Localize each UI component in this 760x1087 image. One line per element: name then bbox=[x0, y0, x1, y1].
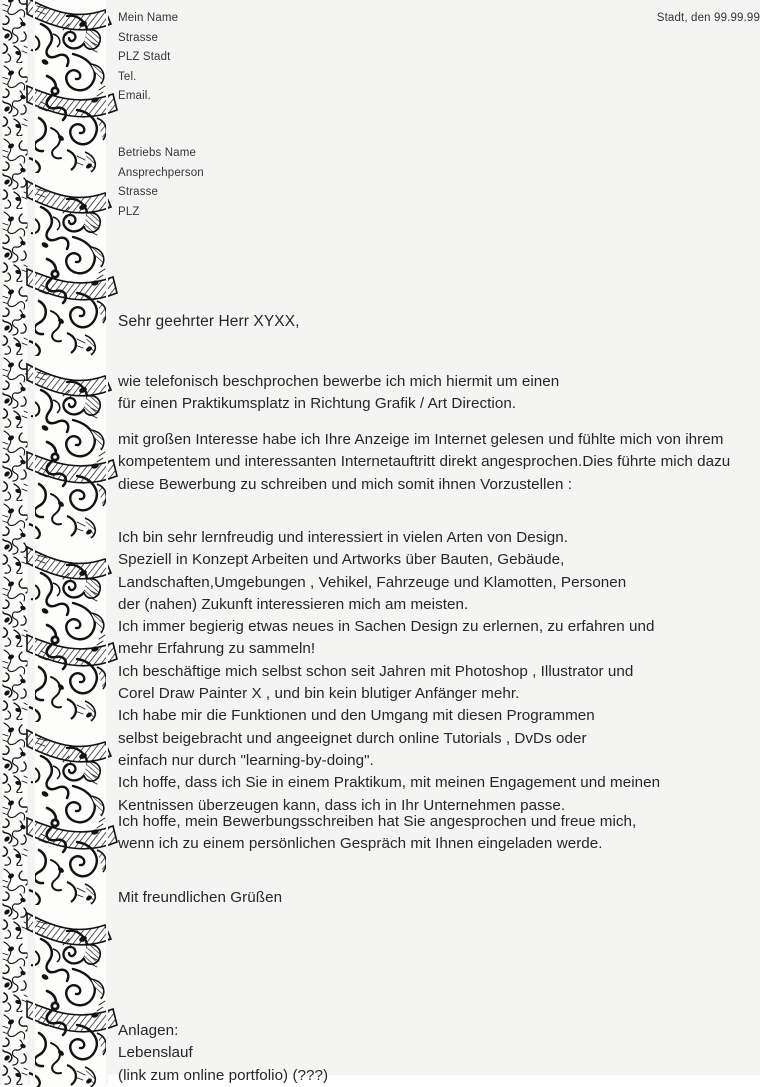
skills-line-13: Kentnissen überzeugen kann, dass ich in Ihr Unternehmen passe. bbox=[118, 796, 566, 814]
skills-line-10: selbst beigebracht und angeeignet durch online Tutorials , DvDs oder bbox=[118, 729, 587, 747]
sender-line-name: Mein Name bbox=[118, 12, 179, 24]
skills-line-8: Corel Draw Painter X , und bin kein blutiger Anfänger mehr. bbox=[118, 685, 520, 703]
ornament-main-panel bbox=[33, 0, 108, 1085]
salutation: Sehr geehrter Herr XYXX, bbox=[118, 313, 300, 330]
closing-line-1: Ich hoffe, mein Bewerbungsschreiben hat Sie angesprochen und freue mich, bbox=[118, 813, 637, 830]
motivation-line-1: mit großen Interesse habe ich Ihre Anzeige im Internet gelesen und fühlte mich von ihrem bbox=[118, 431, 724, 448]
recipient-line-company: Betriebs Name bbox=[118, 147, 197, 159]
sender-line-phone: Tel. bbox=[118, 70, 137, 83]
paragraph-skills bbox=[118, 527, 660, 817]
acanthus-outer-icon bbox=[0, 0, 30, 1085]
ornament-outer-strip bbox=[0, 0, 30, 1085]
motivation-line-2: kompetentem und interessanten Internetauftritt direkt angesprochen.Dies führte mich dazu bbox=[118, 453, 731, 471]
sender-address-block bbox=[118, 9, 178, 107]
skills-line-7: Ich beschäftige mich selbst schon seit Jahren mit Photoshop , Illustrator und bbox=[118, 662, 634, 680]
attachments-block bbox=[118, 1020, 328, 1087]
skills-line-11: einfach nur durch "learning-by-doing". bbox=[118, 751, 374, 769]
letter-content bbox=[118, 0, 760, 1084]
attachment-item-portfolio-link: (link zum online portfolio) (???) bbox=[118, 1066, 329, 1084]
intro-line-1: wie telefonisch beschprochen bewerbe ich mich hiermit um einen bbox=[118, 373, 560, 390]
regards-line: Mit freundlichen Grüßen bbox=[118, 889, 283, 906]
recipient-line-street: Strasse bbox=[118, 186, 159, 199]
acanthus-scroll-icon bbox=[33, 0, 108, 1085]
recipient-line-contact: Ansprechperson bbox=[118, 166, 204, 179]
closing-regards bbox=[118, 887, 282, 909]
paragraph-closing bbox=[118, 811, 636, 856]
skills-line-3: Landschaften,Umgebungen , Vehikel, Fahrzeuge und Klamotten, Personen bbox=[118, 573, 627, 591]
attachments-heading: Anlagen: bbox=[118, 1022, 179, 1039]
skills-line-12: Ich hoffe, dass ich Sie in einem Praktikum, mit meinen Engagement und meinen bbox=[118, 774, 661, 792]
recipient-line-zip: PLZ bbox=[118, 205, 140, 218]
paragraph-motivation bbox=[118, 429, 730, 496]
paragraph-intro bbox=[118, 371, 559, 416]
sender-line-email: Email. bbox=[118, 90, 151, 103]
closing-line-2: wenn ich zu einem persönlichen Gespräch mit Ihnen eingeladen werde. bbox=[118, 835, 603, 853]
intro-line-2: für einen Praktikumsplatz in Richtung Grafik / Art Direction. bbox=[118, 395, 517, 413]
sender-line-city: PLZ Stadt bbox=[118, 51, 171, 64]
attachment-item-cv: Lebenslauf bbox=[118, 1044, 193, 1062]
skills-line-9: Ich habe mir die Funktionen und den Umgang mit diesen Programmen bbox=[118, 707, 595, 725]
recipient-address-block bbox=[118, 144, 204, 222]
motivation-line-3: diese Bewerbung zu schreiben und mich somit ihnen Vorzustellen : bbox=[118, 475, 573, 493]
skills-line-2: Speziell in Konzept Arbeiten und Artworks über Bauten, Gebäude, bbox=[118, 551, 565, 569]
sender-line-street: Strasse bbox=[118, 31, 159, 44]
skills-line-6: mehr Erfahrung zu sammeln! bbox=[118, 640, 316, 658]
skills-line-5: Ich immer begierig etwas neues in Sachen Design zu erlernen, zu erfahren und bbox=[118, 618, 655, 636]
skills-line-1: Ich bin sehr lernfreudig und interessiert in vielen Arten von Design. bbox=[118, 529, 569, 546]
skills-line-4: der (nahen) Zukunft interessieren mich am meisten. bbox=[118, 595, 469, 613]
date-line: Stadt, den 99.99.99 bbox=[656, 12, 760, 24]
decorative-border-ornament bbox=[0, 0, 112, 1075]
